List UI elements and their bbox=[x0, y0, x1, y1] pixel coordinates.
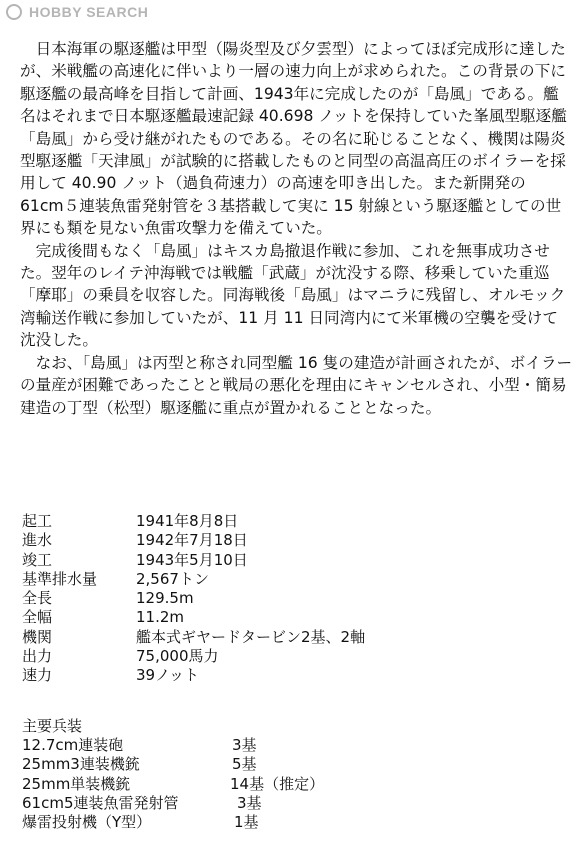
watermark-logo-icon bbox=[6, 4, 22, 20]
spec-row bbox=[22, 512, 365, 531]
spec-row bbox=[22, 551, 365, 570]
spec-value: 1943年5月10日 bbox=[136, 550, 248, 569]
spec-label: 出力 bbox=[22, 647, 53, 666]
armament-count: 14基（推定） bbox=[230, 774, 325, 793]
paragraph-1: 日本海軍の駆逐艦は甲型（陽炎型及び夕雲型）によってほぼ完成形に達したが、米戦艦の高速化に伴いより一層の速力向上が求められた。この背景の下に駆逐艦の最高峰を目指して計画、1943年に完成したのが「島風」である。艦名はそれまで日本駆逐艦最速記録 40.698 ノットを保持していた峯風型駆逐艦「島風」から受け継がれたものである。その名に恥じることなく、機関は陽炎型駆逐艦「天津風」が試験的に搭載したものと同型の高温高圧のボイラーを採用して 40.90 ノット（過負荷速力）の高速を叩き出した。また新開発の 61cm５連装魚雷発射管を３基搭載して実に 15 射線という駆逐艦としての世界にも類を見ない魚雷攻撃力を備えていた。 bbox=[20, 40, 567, 238]
spec-value: 39ノット bbox=[136, 666, 200, 685]
spec-label: 竣工 bbox=[22, 550, 53, 569]
spec-row bbox=[22, 666, 365, 685]
paragraph-2: 完成後間もなく「島風」はキスカ島撤退作戦に参加、これを無事成功させた。翌年のレイテ沖海戦では戦艦「武蔵」が沈没する際、移乗していた重巡「摩耶」の乗員を収容した。同海戦後「島風」はマニラに残留し、オルモック湾輸送作戦に参加していたが、11 月 11 日同湾内にて米軍機の空襲を受けて沈没した。 bbox=[20, 241, 566, 350]
armament-row bbox=[22, 794, 422, 813]
armament-count: 5基 bbox=[232, 755, 257, 774]
armament-title: 主要兵装 bbox=[22, 717, 83, 735]
spec-row bbox=[22, 647, 365, 666]
armament-name: 爆雷投射機（Y型） bbox=[22, 813, 152, 832]
spec-row bbox=[22, 608, 365, 627]
description bbox=[20, 38, 573, 419]
spec-value: 11.2m bbox=[136, 608, 185, 627]
spec-row bbox=[22, 628, 365, 647]
hobby-search-watermark bbox=[6, 4, 148, 20]
spec-row bbox=[22, 589, 365, 608]
spec-table bbox=[22, 512, 365, 686]
spec-label: 機関 bbox=[22, 627, 53, 646]
watermark-text: HOBBY SEARCH bbox=[29, 4, 149, 20]
paragraph-3: なお、「島風」は丙型と称され同型艦 16 隻の建造が計画されたが、ボイラーの量産が困難であったことと戦局の悪化を理由にキャンセルされ、小型・簡易建造の丁型（松型）駆逐艦に重点が置かれることとなった。 bbox=[20, 353, 573, 417]
spec-value: 1941年8月8日 bbox=[136, 512, 239, 530]
armament-count: 3基 bbox=[237, 793, 262, 812]
spec-label: 速力 bbox=[22, 666, 53, 685]
spec-label: 基準排水量 bbox=[22, 569, 98, 588]
spec-value: 129.5m bbox=[136, 589, 194, 608]
spec-label: 全長 bbox=[22, 589, 53, 608]
spec-value: 1942年7月18日 bbox=[136, 531, 248, 550]
armament-row bbox=[22, 736, 422, 755]
armament-count: 3基 bbox=[232, 736, 257, 754]
spec-row bbox=[22, 570, 365, 589]
armament-row bbox=[22, 813, 422, 832]
armament-name: 25mm3連装機銃 bbox=[22, 755, 140, 774]
spec-value: 2,567トン bbox=[136, 569, 209, 588]
armament-row bbox=[22, 755, 422, 774]
spec-value: 艦本式ギヤードタービン2基、2軸 bbox=[136, 627, 366, 646]
spec-label: 起工 bbox=[22, 512, 53, 530]
armament-row bbox=[22, 775, 422, 794]
spec-label: 全幅 bbox=[22, 608, 53, 627]
spec-row bbox=[22, 531, 365, 550]
armament-section bbox=[22, 716, 422, 832]
armament-name: 25mm単装機銃 bbox=[22, 774, 131, 793]
spec-label: 進水 bbox=[22, 531, 53, 550]
armament-name: 61cm5連装魚雷発射管 bbox=[22, 793, 179, 812]
armament-name: 12.7cm連装砲 bbox=[22, 736, 124, 754]
armament-count: 1基 bbox=[234, 813, 259, 832]
spec-value: 75,000馬力 bbox=[136, 647, 219, 666]
